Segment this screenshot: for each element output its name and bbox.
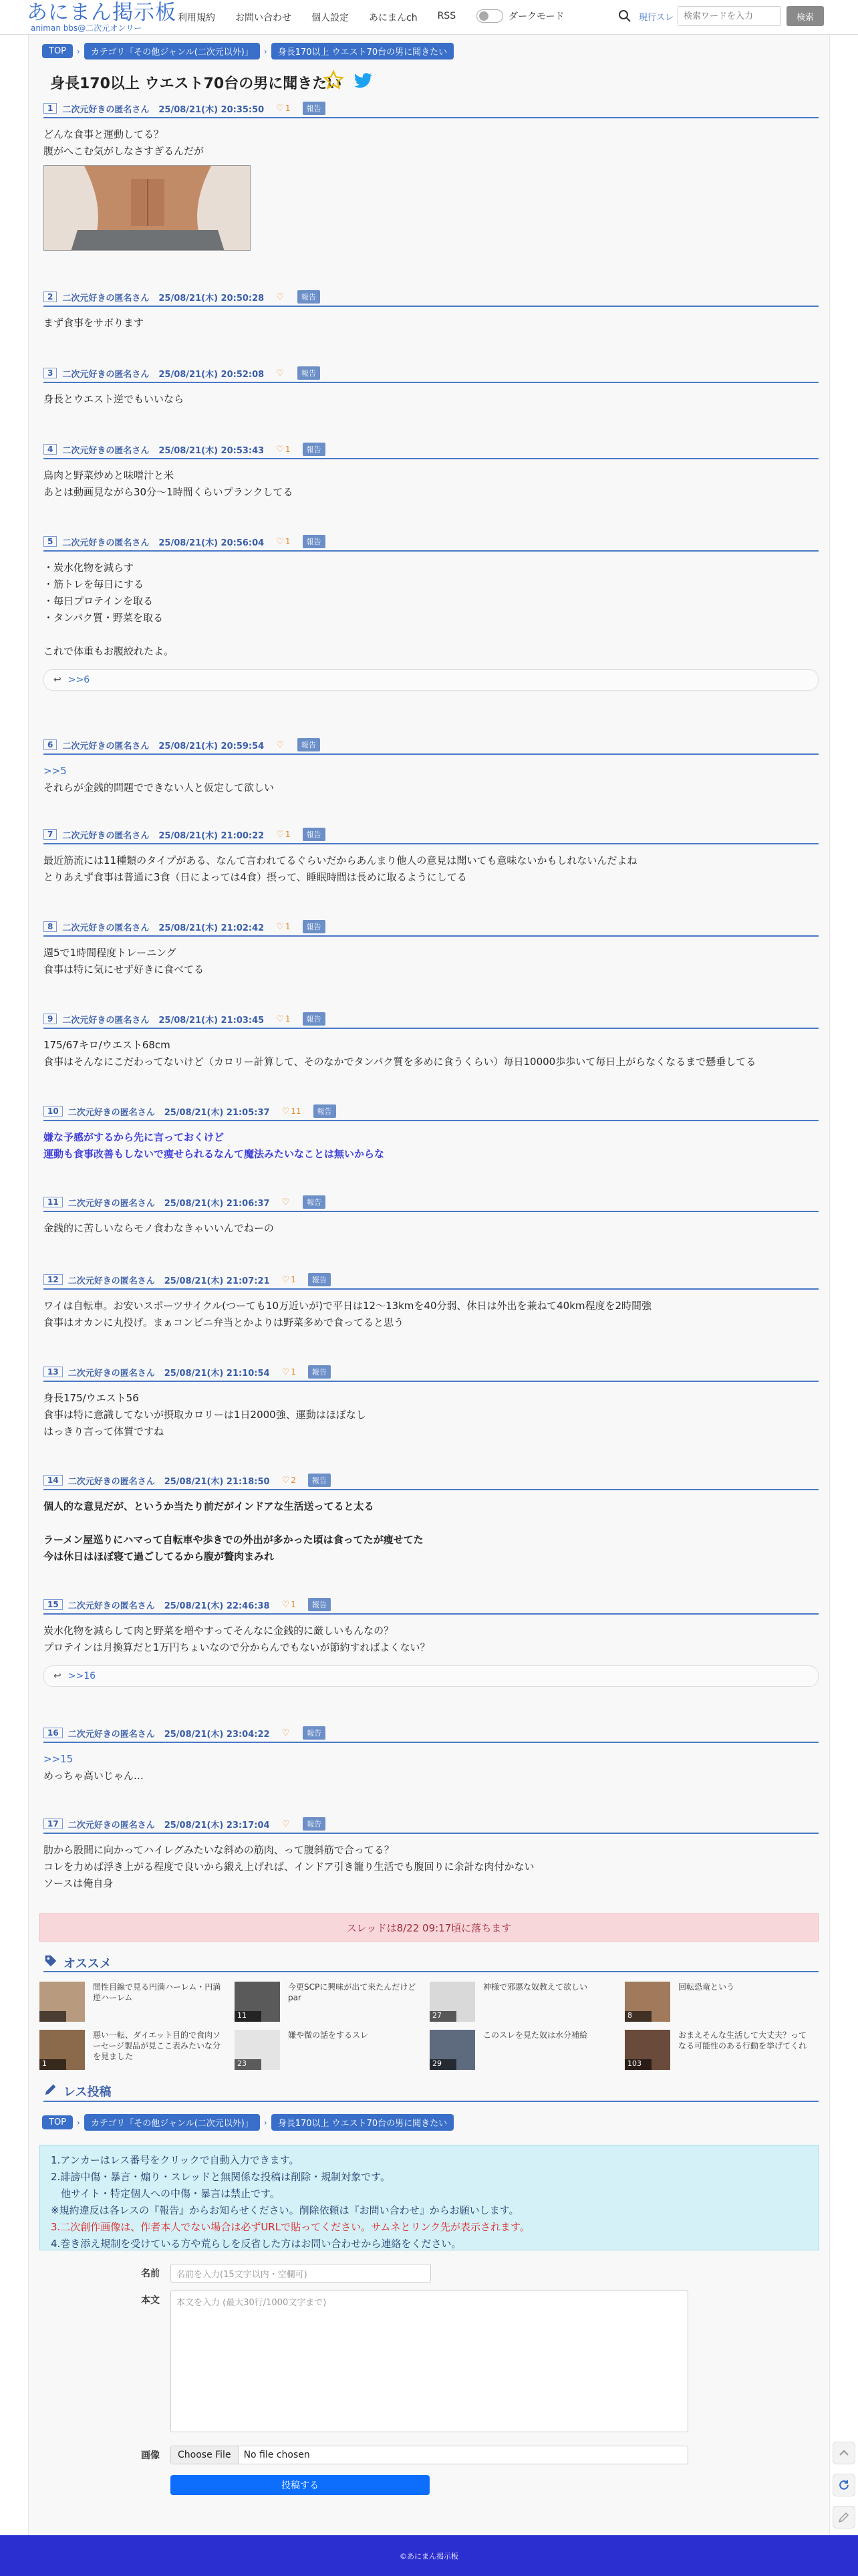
reply-form-label: レス投稿 bbox=[63, 2085, 112, 2099]
heart-icon: ♡ bbox=[276, 291, 284, 302]
recommend-thumbnail[interactable] bbox=[235, 1982, 280, 2022]
post-number[interactable]: 14 bbox=[43, 1475, 63, 1486]
divider bbox=[43, 1971, 819, 1972]
post-date: 25/08/21(木) 21:05:37 bbox=[164, 1107, 270, 1118]
reply-count bbox=[39, 2011, 66, 2022]
post bbox=[43, 366, 819, 408]
heart-icon: ♡ bbox=[276, 103, 284, 114]
post-text: それらが金銭的問題でできない人と仮定して欲しい bbox=[43, 782, 275, 794]
post-date: 25/08/21(木) 20:59:54 bbox=[158, 741, 265, 751]
search-icon bbox=[615, 6, 635, 26]
heart-icon: ♡ bbox=[281, 1728, 290, 1738]
heart-icon: ♡ bbox=[276, 921, 284, 932]
poster-name: 二次元好きの匿名さん bbox=[67, 1729, 155, 1740]
post-text: 嫌な予感がするから先に言っておくけど 運動も食事改善もしないで痩せられるなんて魔法みたいなことは無いからな bbox=[43, 1131, 385, 1160]
post bbox=[43, 102, 819, 251]
rule-line: 2.誹謗中傷・暴言・煽り・スレッドと無関係な投稿は削除・規制対象です。 bbox=[51, 2171, 390, 2183]
post-body bbox=[43, 1842, 819, 1892]
recommend-thumbnail[interactable] bbox=[430, 2030, 475, 2070]
arrow-up-icon bbox=[838, 2447, 850, 2459]
recommend-item[interactable] bbox=[625, 2030, 819, 2073]
main-content bbox=[28, 35, 830, 2535]
post-text: 肋から股間に向かってハイレグみたいな斜めの筋肉、って腹斜筋で合ってる？ コレを力めば浮き上がる程度で良いから鍛え上げれば、インドア引き籠り生活でも腹回りに余計な肉付かない ソースは俺自身 bbox=[43, 1844, 535, 1889]
post-date: 25/08/21(木) 20:50:28 bbox=[158, 293, 265, 304]
breadcrumb-thread[interactable]: 身長170以上 ウエスト70台の男に聞きたい bbox=[271, 43, 454, 60]
post-text: 鳥肉と野菜炒めと味噌汁と米 あとは動画見ながら30分〜1時間くらいプランクしてる bbox=[43, 469, 293, 498]
like-button[interactable] bbox=[282, 1197, 291, 1207]
post-number[interactable]: 4 bbox=[43, 444, 57, 455]
post-date: 25/08/21(木) 23:04:22 bbox=[164, 1729, 270, 1740]
search-area bbox=[615, 6, 824, 26]
reply-count: 29 bbox=[430, 2059, 456, 2070]
nav-animanch[interactable]: あにまんch bbox=[369, 13, 418, 23]
post-body bbox=[43, 1751, 819, 1784]
heart-icon: ♡ bbox=[281, 1819, 290, 1829]
post-date: 25/08/21(木) 23:17:04 bbox=[164, 1820, 270, 1831]
post-body bbox=[43, 945, 819, 978]
body-field[interactable]: 本文を入力 (最大30行/1000文字まで) bbox=[170, 2291, 688, 2432]
post-number[interactable]: 1 bbox=[43, 103, 57, 114]
title-actions bbox=[323, 70, 374, 94]
recommend-title-link[interactable]: おまえそんな生活して大丈夫？ってなる可能性のある行動を挙げてくれ bbox=[678, 2030, 807, 2051]
recommend-thumbnail[interactable] bbox=[625, 2030, 670, 2070]
reply-count: 1 bbox=[39, 2059, 66, 2070]
post bbox=[43, 1817, 819, 1892]
recommend-item[interactable] bbox=[39, 2030, 233, 2073]
chevron-right-icon: › bbox=[263, 2117, 267, 2127]
post-text: 最近筋流には11種類のタイプがある、なんて言われてるぐらいだからあんまり他人の意見は聞いても意味ないかもしれないんだよね とりあえず食事は普通に3食（日によっては4食）摂って、睡眠時間は長めに取るようにしてる bbox=[43, 854, 637, 883]
post-number[interactable]: 9 bbox=[43, 1014, 57, 1024]
recommend-title-link[interactable]: 神様で邪悪な奴教えて欲しい bbox=[483, 1982, 588, 1992]
like-button[interactable] bbox=[276, 740, 285, 750]
post-number[interactable]: 2 bbox=[43, 291, 57, 302]
recommend-item[interactable] bbox=[430, 1982, 623, 2024]
post-number[interactable]: 3 bbox=[43, 368, 57, 378]
replies-bar[interactable] bbox=[43, 669, 819, 691]
nav-terms[interactable]: 利用規約 bbox=[178, 13, 215, 23]
star-icon[interactable] bbox=[323, 70, 344, 94]
post bbox=[43, 443, 819, 501]
like-count: 1 bbox=[285, 537, 291, 546]
like-button[interactable] bbox=[276, 445, 290, 455]
post-body bbox=[43, 391, 819, 408]
post-header bbox=[43, 443, 819, 459]
recommend-item[interactable] bbox=[39, 1982, 233, 2024]
post-header bbox=[43, 920, 819, 937]
recommend-thumbnail[interactable] bbox=[39, 2030, 85, 2070]
like-button[interactable] bbox=[282, 1106, 301, 1117]
post-header bbox=[43, 1474, 819, 1490]
report-button[interactable]: 報告 bbox=[303, 1726, 325, 1740]
recommend-title-link[interactable]: 今更SCPに興味が出て来たんだけどpar bbox=[288, 1982, 416, 2002]
post-text: 個人的な意見だが、というか当たり前だがインドアな生活送ってると太る ラーメン屋巡りにハマって自転車や歩きでの外出が多かった頃は食ってたが痩せてた 今は休日はほぼ寝て過ごしてるから腹が贅肉まみれ bbox=[43, 1500, 424, 1562]
post-number[interactable]: 13 bbox=[43, 1367, 63, 1377]
dark-mode-toggle[interactable] bbox=[476, 9, 564, 23]
report-button[interactable]: 報告 bbox=[308, 1474, 331, 1487]
reply-arrow-icon: ↩ bbox=[53, 1671, 61, 1681]
reply-count: 23 bbox=[235, 2059, 261, 2070]
chevron-right-icon: › bbox=[263, 46, 267, 56]
poster-name: 二次元好きの匿名さん bbox=[67, 1107, 155, 1118]
post-number[interactable]: 15 bbox=[43, 1599, 63, 1610]
post bbox=[43, 1365, 819, 1440]
post bbox=[43, 1012, 819, 1070]
site-header bbox=[0, 0, 858, 35]
report-button[interactable]: 報告 bbox=[303, 1012, 325, 1026]
divider bbox=[43, 2101, 819, 2102]
like-count: 1 bbox=[285, 104, 291, 113]
rule-line: 他サイト・特定個人への中傷・暴言は禁止です。 bbox=[51, 2188, 280, 2200]
post-text: ・炭水化物を減らす ・筋トレを毎日にする ・毎日プロテインを取る ・タンパク質・野菜を取る これで体重もお腹絞れたよ。 bbox=[43, 562, 174, 657]
dark-mode-switch[interactable] bbox=[476, 9, 503, 23]
heart-icon: ♡ bbox=[281, 1475, 290, 1486]
heart-icon: ♡ bbox=[276, 536, 284, 547]
search-scope[interactable]: 現行スレ bbox=[639, 12, 674, 23]
post-header bbox=[43, 535, 819, 552]
post-body bbox=[43, 763, 819, 796]
dark-mode-label: ダークモード bbox=[509, 11, 565, 22]
poster-name: 二次元好きの匿名さん bbox=[67, 1198, 155, 1209]
logo-title: あにまん掲示板 bbox=[27, 1, 176, 25]
post bbox=[43, 1273, 819, 1331]
post-date: 25/08/21(木) 21:00:22 bbox=[158, 830, 265, 841]
recommend-title-link[interactable]: 嫌や微の話をするスレ bbox=[288, 2030, 369, 2040]
post-body bbox=[43, 560, 819, 660]
post-header bbox=[43, 1817, 819, 1834]
recommend-thumbnail[interactable] bbox=[430, 1982, 475, 2022]
post-date: 25/08/21(木) 22:46:38 bbox=[164, 1601, 270, 1611]
post-body bbox=[43, 467, 819, 501]
post-text: 週5で1時間程度トレーニング 食事は特に気にせず好きに食べてる bbox=[43, 947, 204, 975]
like-button[interactable] bbox=[276, 922, 290, 932]
report-button[interactable]: 報告 bbox=[308, 1598, 331, 1611]
recommend-item[interactable] bbox=[625, 1982, 819, 2024]
reply-form-title bbox=[43, 2082, 111, 2100]
post bbox=[43, 535, 819, 691]
like-button[interactable] bbox=[276, 1014, 290, 1024]
thread-end-notice: スレッドは8/22 09:17頃に落ちます bbox=[39, 1913, 819, 1942]
report-button[interactable]: 報告 bbox=[303, 443, 325, 456]
post-body bbox=[43, 852, 819, 886]
post-body bbox=[43, 1129, 819, 1163]
rule-line: ※規約違反は各レスの『報告』からお知らせください。削除依頼は『お問い合わせ』からお願いします。 bbox=[51, 2204, 519, 2216]
like-count: 11 bbox=[291, 1106, 301, 1116]
post bbox=[43, 1598, 819, 1687]
recommend-title-link[interactable]: このスレを見た奴は水分補給 bbox=[483, 2030, 588, 2040]
post-text: 身長とウエスト逆でもいいなら bbox=[43, 393, 184, 405]
report-button[interactable]: 報告 bbox=[297, 366, 320, 380]
body-label: 本文 bbox=[141, 2295, 160, 2306]
recommend-title bbox=[43, 1954, 112, 1972]
reload-icon bbox=[837, 2478, 851, 2492]
report-button[interactable]: 報告 bbox=[303, 1817, 325, 1831]
rule-line: 1.アンカーはレス番号をクリックで自動入力できます。 bbox=[51, 2154, 299, 2166]
report-button[interactable]: 報告 bbox=[308, 1365, 331, 1379]
breadcrumb-category[interactable]: カテゴリ「その他ジャンル(二次元以外)」 bbox=[84, 2114, 260, 2131]
posting-rules bbox=[39, 2145, 819, 2250]
report-button[interactable]: 報告 bbox=[297, 738, 320, 751]
recommend-title-link[interactable]: 悪い一転、ダイエット目的で食肉ソーセージ製品が見ここ表みたいな分を見ました bbox=[93, 2030, 221, 2061]
post-date: 25/08/21(木) 20:53:43 bbox=[158, 445, 265, 456]
post-text: 身長175/ウエスト56 食事は特に意識してないが摂取カロリーは1日2000強、運動はほぼなし はっきり言って体質ですね bbox=[43, 1392, 366, 1437]
post bbox=[43, 1104, 819, 1163]
like-count: 1 bbox=[291, 1275, 296, 1284]
post-body bbox=[43, 315, 819, 332]
poster-name: 二次元好きの匿名さん bbox=[62, 538, 150, 548]
post-text: 175/67キロ/ウエスト68cm 食事はそんなにこだわってないけど（カロリー計算して、そのなかでタンパク質を多めに食うくらい）毎日10000歩歩いて毎日上がらなくなるまで懸垂してる bbox=[43, 1039, 756, 1068]
post-date: 25/08/21(木) 20:52:08 bbox=[158, 369, 265, 380]
like-button[interactable] bbox=[276, 104, 290, 114]
name-label: 名前 bbox=[141, 2268, 160, 2279]
reply-link[interactable]: >>6 bbox=[67, 675, 90, 685]
like-count: 2 bbox=[291, 1476, 296, 1485]
post bbox=[43, 1195, 819, 1237]
post-number[interactable]: 16 bbox=[43, 1728, 63, 1738]
nav-rss[interactable]: RSS bbox=[437, 11, 456, 21]
heart-icon: ♡ bbox=[281, 1197, 290, 1207]
heart-icon: ♡ bbox=[276, 1014, 284, 1024]
post bbox=[43, 920, 819, 978]
heart-icon: ♡ bbox=[281, 1274, 290, 1285]
post-number[interactable]: 5 bbox=[43, 536, 57, 547]
poster-name: 二次元好きの匿名さん bbox=[67, 1601, 155, 1611]
recommend-item[interactable] bbox=[430, 2030, 623, 2073]
post-number[interactable]: 12 bbox=[43, 1274, 63, 1285]
post bbox=[43, 828, 819, 886]
logo-subtitle: animan bbs@二次元オンリー bbox=[31, 23, 142, 33]
heart-icon: ♡ bbox=[281, 1599, 290, 1610]
report-button[interactable]: 報告 bbox=[303, 1195, 325, 1209]
file-status: No file chosen bbox=[243, 2450, 310, 2460]
site-footer: ©あにまん掲示板 bbox=[0, 2535, 858, 2576]
post-text: めっちゃ高いじゃん… bbox=[43, 1770, 144, 1782]
heart-icon: ♡ bbox=[276, 739, 284, 750]
recommend-list bbox=[39, 1982, 821, 2075]
post-header bbox=[43, 828, 819, 844]
post-body bbox=[43, 1498, 819, 1565]
post bbox=[43, 1474, 819, 1565]
reply-count: 27 bbox=[430, 2011, 456, 2022]
post-body bbox=[43, 1298, 819, 1331]
heart-icon: ♡ bbox=[281, 1106, 290, 1117]
report-button[interactable]: 報告 bbox=[303, 102, 325, 115]
post-header bbox=[43, 1598, 819, 1615]
post-text: 金銭的に苦しいならモノ食わなきゃいいんでねーの bbox=[43, 1222, 274, 1234]
post-number[interactable]: 6 bbox=[43, 739, 57, 750]
scroll-top-button[interactable] bbox=[833, 2442, 855, 2464]
report-button[interactable]: 報告 bbox=[303, 828, 325, 841]
reply-count: 103 bbox=[625, 2059, 652, 2070]
reply-count: 11 bbox=[235, 2011, 261, 2022]
heart-icon: ♡ bbox=[281, 1367, 290, 1377]
like-button[interactable] bbox=[282, 1819, 291, 1829]
name-field[interactable]: 名前を入力(15文字以内・空欄可) bbox=[170, 2264, 431, 2282]
post-body bbox=[43, 1037, 819, 1070]
breadcrumb-bottom bbox=[42, 2114, 458, 2131]
post-body bbox=[43, 1220, 819, 1237]
post-text: ワイは自転車。お安いスポーツサイクル(つーても10万近いが)で平日は12〜13kmを40分弱、休日は外出を兼ねて40km程度を2時間強 食事はオカンに丸投げ。まぁコンビニ弁当とかよりは野菜多めで食ってると思う bbox=[43, 1300, 652, 1328]
post-date: 25/08/21(木) 21:03:45 bbox=[158, 1015, 265, 1026]
recommend-thumbnail[interactable] bbox=[235, 2030, 280, 2070]
like-count: 1 bbox=[285, 830, 291, 839]
post-date: 25/08/21(木) 20:56:04 bbox=[158, 538, 265, 548]
post-number[interactable]: 8 bbox=[43, 921, 57, 932]
like-count: 1 bbox=[285, 922, 291, 931]
poster-name: 二次元好きの匿名さん bbox=[62, 369, 150, 380]
poster-name: 二次元好きの匿名さん bbox=[67, 1368, 155, 1379]
post-date: 25/08/21(木) 20:35:50 bbox=[158, 104, 265, 115]
reload-button[interactable] bbox=[833, 2474, 855, 2496]
image-label: 画像 bbox=[141, 2450, 160, 2461]
poster-name: 二次元好きの匿名さん bbox=[67, 1476, 155, 1487]
breadcrumb-top[interactable]: TOP bbox=[42, 2115, 73, 2129]
poster-name: 二次元好きの匿名さん bbox=[62, 741, 150, 751]
like-button[interactable] bbox=[276, 368, 285, 378]
post-number[interactable]: 17 bbox=[43, 1819, 63, 1829]
post-text: 炭水化物を減らして肉と野菜を増やすってそんなに金銭的に厳しいもんなの？ プロテインは月換算だと1万円ちょいなので分からんでもないが節約すればよくない？ bbox=[43, 1625, 430, 1653]
recommend-thumbnail[interactable] bbox=[39, 1982, 85, 2022]
reply-count: 8 bbox=[625, 2011, 652, 2022]
pencil-icon bbox=[43, 2082, 58, 2100]
post-date: 25/08/21(木) 21:10:54 bbox=[164, 1368, 270, 1379]
post-header bbox=[43, 1365, 819, 1382]
search-input[interactable] bbox=[678, 6, 781, 26]
nav-settings[interactable]: 個人設定 bbox=[311, 13, 349, 23]
tag-icon bbox=[43, 1954, 58, 1972]
like-button[interactable] bbox=[282, 1600, 296, 1610]
post-header bbox=[43, 1726, 819, 1743]
post-number[interactable]: 7 bbox=[43, 829, 57, 840]
reply-link[interactable]: >>16 bbox=[67, 1671, 96, 1681]
reply-anchor-link[interactable]: >>15 bbox=[43, 1753, 74, 1765]
post-body bbox=[43, 1623, 819, 1656]
heart-icon: ♡ bbox=[276, 444, 284, 455]
like-count: 1 bbox=[291, 1367, 296, 1377]
post-text: どんな食事と運動してる？ 腹がへこむ気がしなさすぎるんだが bbox=[43, 128, 204, 157]
site-logo[interactable] bbox=[27, 1, 176, 32]
recommend-item[interactable] bbox=[235, 1982, 428, 2024]
post-header bbox=[43, 1195, 819, 1212]
recommend-label: オススメ bbox=[63, 1956, 112, 1971]
poster-name: 二次元好きの匿名さん bbox=[67, 1276, 155, 1286]
top-nav bbox=[178, 11, 476, 24]
post bbox=[43, 290, 819, 332]
submit-button[interactable]: 投稿する bbox=[170, 2475, 430, 2495]
like-button[interactable] bbox=[282, 1275, 296, 1285]
recommend-item[interactable] bbox=[235, 2030, 428, 2073]
poster-name: 二次元好きの匿名さん bbox=[62, 1015, 150, 1026]
post-date: 25/08/21(木) 21:02:42 bbox=[158, 923, 265, 933]
post-header bbox=[43, 1012, 819, 1029]
post-body bbox=[43, 126, 819, 160]
poster-name: 二次元好きの匿名さん bbox=[62, 830, 150, 841]
like-button[interactable] bbox=[282, 1728, 291, 1738]
edit-button[interactable] bbox=[833, 2506, 855, 2529]
breadcrumb-thread[interactable]: 身長170以上 ウエスト70台の男に聞きたい bbox=[271, 2114, 454, 2131]
post bbox=[43, 1726, 819, 1784]
post-date: 25/08/21(木) 21:18:50 bbox=[164, 1476, 270, 1487]
recommend-thumbnail[interactable] bbox=[625, 1982, 670, 2022]
like-button[interactable] bbox=[276, 830, 290, 840]
like-count: 1 bbox=[285, 445, 291, 454]
breadcrumb bbox=[42, 43, 458, 60]
like-count: 1 bbox=[291, 1600, 296, 1609]
post-body bbox=[43, 1390, 819, 1440]
chevron-right-icon: › bbox=[77, 2117, 80, 2127]
pencil-icon bbox=[838, 2511, 850, 2523]
post-header bbox=[43, 738, 819, 755]
rule-line: 3.二次創作画像は、作者本人でない場合は必ずURLで貼ってください。サムネとリンク先が表示されます。 bbox=[51, 2221, 530, 2233]
heart-icon: ♡ bbox=[276, 368, 284, 378]
report-button[interactable]: 報告 bbox=[303, 920, 325, 933]
report-button[interactable]: 報告 bbox=[297, 290, 320, 304]
post-header bbox=[43, 102, 819, 118]
recommend-title-link[interactable]: 回転恐竜という bbox=[678, 1982, 735, 1992]
reply-anchor-link[interactable]: >>5 bbox=[43, 765, 67, 777]
poster-name: 二次元好きの匿名さん bbox=[62, 293, 150, 304]
like-button[interactable] bbox=[282, 1367, 296, 1377]
like-button[interactable] bbox=[276, 292, 285, 302]
replies-bar[interactable] bbox=[43, 1665, 819, 1687]
post-date: 25/08/21(木) 21:06:37 bbox=[164, 1198, 270, 1209]
poster-name: 二次元好きの匿名さん bbox=[62, 104, 150, 115]
page-title: 身長170以上 ウエスト70台の男に聞きたい bbox=[50, 76, 342, 92]
breadcrumb-top[interactable]: TOP bbox=[42, 44, 73, 58]
rule-line: 4.巻き添え規制を受けている方や荒らしを反省した方はお問い合わせから連絡をください。 bbox=[51, 2238, 462, 2250]
post-header bbox=[43, 1273, 819, 1290]
post-header bbox=[43, 290, 819, 307]
post bbox=[43, 738, 819, 796]
choose-file-button[interactable]: Choose File bbox=[171, 2446, 239, 2464]
twitter-icon[interactable] bbox=[352, 70, 374, 94]
breadcrumb-category[interactable]: カテゴリ「その他ジャンル(二次元以外)」 bbox=[84, 43, 260, 60]
poster-name: 二次元好きの匿名さん bbox=[67, 1820, 155, 1831]
image-file-input[interactable] bbox=[170, 2446, 688, 2464]
report-button[interactable]: 報告 bbox=[303, 535, 325, 548]
chevron-right-icon: › bbox=[77, 46, 80, 56]
search-button[interactable]: 検索 bbox=[786, 6, 824, 26]
report-button[interactable]: 報告 bbox=[313, 1104, 336, 1118]
heart-icon: ♡ bbox=[276, 829, 284, 840]
post-text: まず食事をサボります bbox=[43, 317, 144, 329]
recommend-title-link[interactable]: 間性目線で見る円満ハーレム・円満逆ハーレム bbox=[93, 1982, 221, 2002]
post-header bbox=[43, 1104, 819, 1121]
like-button[interactable] bbox=[282, 1476, 296, 1486]
reply-arrow-icon: ↩ bbox=[53, 675, 61, 685]
poster-name: 二次元好きの匿名さん bbox=[62, 445, 150, 456]
like-button[interactable] bbox=[276, 537, 290, 547]
post-number[interactable]: 10 bbox=[43, 1106, 63, 1117]
post-image[interactable] bbox=[43, 165, 251, 251]
post-date: 25/08/21(木) 21:07:21 bbox=[164, 1276, 270, 1286]
nav-contact[interactable]: お問い合わせ bbox=[235, 13, 291, 23]
post-header bbox=[43, 366, 819, 383]
report-button[interactable]: 報告 bbox=[308, 1273, 331, 1286]
like-count: 1 bbox=[285, 1014, 291, 1024]
post-number[interactable]: 11 bbox=[43, 1197, 63, 1207]
poster-name: 二次元好きの匿名さん bbox=[62, 923, 150, 933]
